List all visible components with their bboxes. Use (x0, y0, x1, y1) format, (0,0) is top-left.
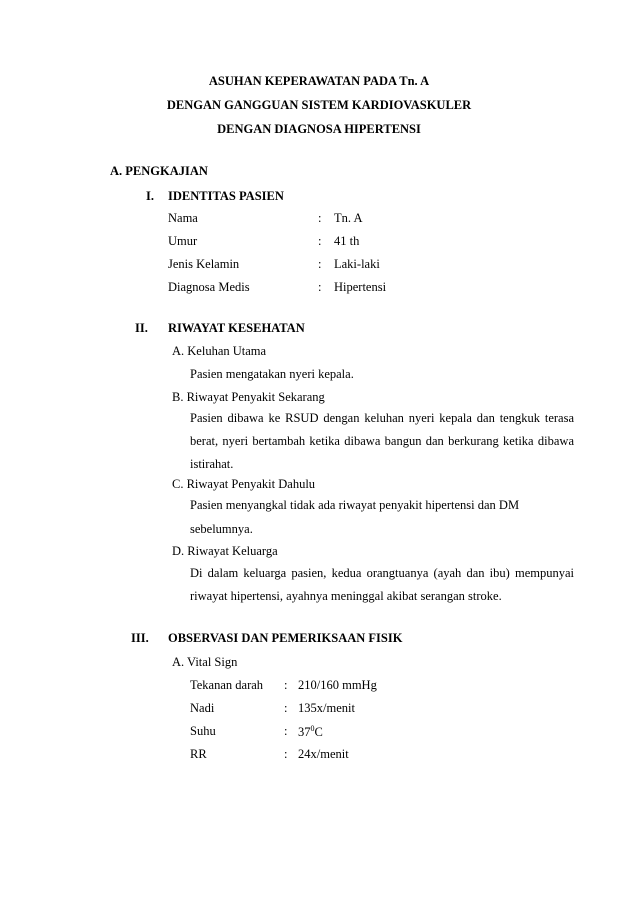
vital-sign-label: A. Vital Sign (172, 655, 238, 669)
identity-sep-diagnosa: : (318, 280, 322, 294)
vital-label-tekanan-darah: Tekanan darah (190, 678, 264, 692)
vital-value-tekanan-darah: 210/160 mmHg (298, 678, 377, 692)
vital-label-rr: RR (190, 747, 207, 761)
identity-value-umur: 41 th (334, 234, 360, 248)
identity-label-umur: Umur (168, 234, 198, 248)
identity-value-jenis-kelamin: Laki-laki (334, 257, 380, 271)
vital-sep-tekanan-darah: : (284, 678, 288, 692)
identity-label-nama: Nama (168, 211, 198, 225)
part-heading-observasi: OBSERVASI DAN PEMERIKSAAN FISIK (168, 631, 403, 645)
history-label-sekarang: B. Riwayat Penyakit Sekarang (172, 390, 325, 404)
vital-value-rr: 24x/menit (298, 747, 349, 761)
part-numeral-3: III. (131, 631, 149, 645)
part-heading-riwayat: RIWAYAT KESEHATAN (168, 321, 305, 335)
history-text-dahulu-1: Pasien menyangkal tidak ada riwayat penyakit hipertensi dan DM (190, 498, 520, 512)
history-text-sekarang-3: istirahat. (190, 457, 234, 471)
history-text-keluhan: Pasien mengatakan nyeri kepala. (190, 367, 354, 381)
vital-sep-nadi: : (284, 701, 288, 715)
vital-value-nadi: 135x/menit (298, 701, 355, 715)
identity-label-jenis-kelamin: Jenis Kelamin (168, 257, 240, 271)
identity-value-nama: Tn. A (334, 211, 363, 225)
history-text-sekarang-2: berat, nyeri bertambah ketika dibawa bangun dan berkurang ketika dibawa (190, 434, 574, 448)
history-text-dahulu-2: sebelumnya. (190, 522, 253, 536)
identity-value-diagnosa: Hipertensi (334, 280, 387, 294)
vital-label-suhu: Suhu (190, 724, 216, 738)
identity-label-diagnosa: Diagnosa Medis (168, 280, 250, 294)
vital-sep-rr: : (284, 747, 288, 761)
vital-sep-suhu: : (284, 724, 288, 738)
identity-sep-nama: : (318, 211, 322, 225)
vital-value-suhu-degree: 0 (310, 724, 315, 733)
vital-value-suhu-unit: C (314, 725, 323, 740)
part-numeral-2: II. (135, 321, 148, 335)
part-heading-identitas: IDENTITAS PASIEN (168, 189, 284, 203)
history-label-keluarga: D. Riwayat Keluarga (172, 544, 278, 558)
history-label-dahulu: C. Riwayat Penyakit Dahulu (172, 477, 316, 491)
part-numeral-1: I. (146, 189, 154, 203)
vital-value-suhu-number: 37 (298, 725, 311, 740)
vital-label-nadi: Nadi (190, 701, 215, 715)
identity-sep-umur: : (318, 234, 322, 248)
document-title-line-3: DENGAN DIAGNOSA HIPERTENSI (217, 122, 421, 136)
history-label-keluhan: A. Keluhan Utama (172, 344, 267, 358)
history-text-keluarga-2: riwayat hipertensi, ayahnya meninggal akibat serangan stroke. (190, 589, 502, 603)
history-text-keluarga-1: Di dalam keluarga pasien, kedua orangtuanya (ayah dan ibu) mempunyai (190, 566, 574, 580)
vital-value-suhu (298, 724, 323, 740)
document-title-line-1: ASUHAN KEPERAWATAN PADA Tn. A (208, 74, 430, 88)
section-heading-pengkajian: A. PENGKAJIAN (110, 164, 208, 178)
identity-sep-jenis-kelamin: : (318, 257, 322, 271)
document-title-line-2: DENGAN GANGGUAN SISTEM KARDIOVASKULER (166, 98, 472, 112)
history-text-sekarang-1: Pasien dibawa ke RSUD dengan keluhan nyeri kepala dan tengkuk terasa (190, 411, 574, 425)
